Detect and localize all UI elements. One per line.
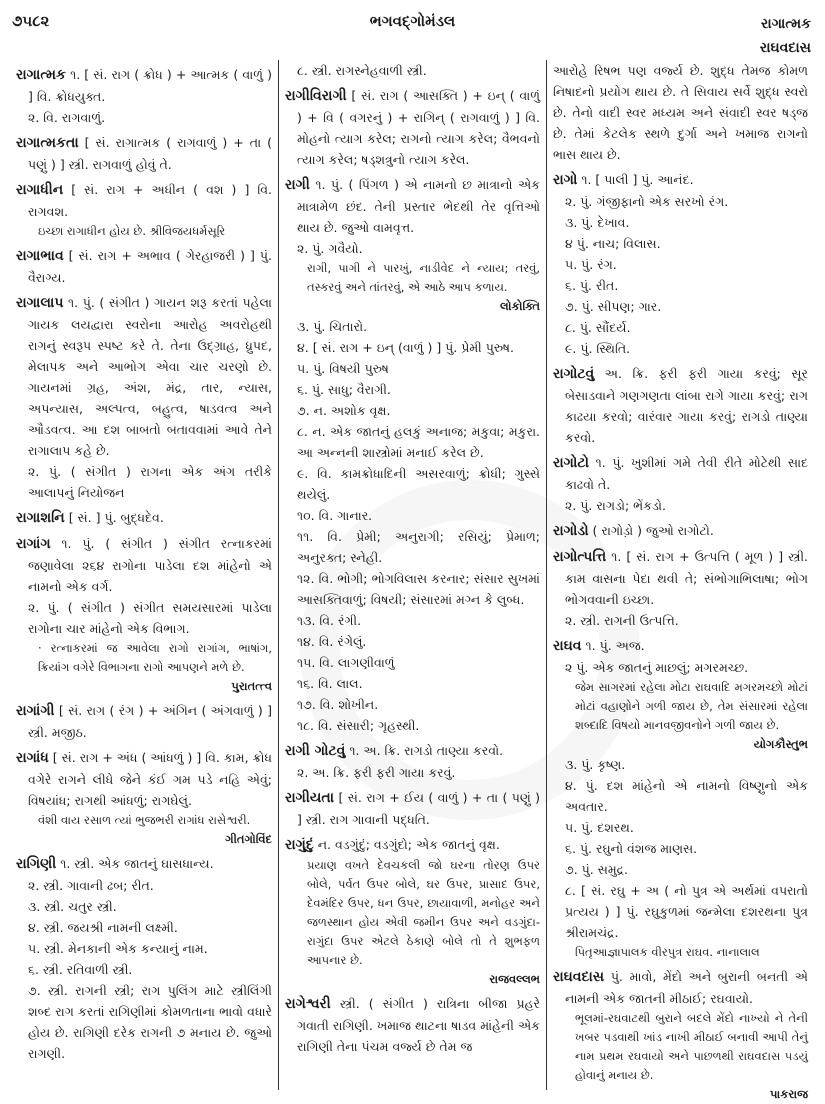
quote-source: ગીતગોવિંદ (225, 832, 272, 846)
sense-definition: ૬. પું. રીત. (565, 278, 619, 293)
dictionary-entry (553, 546, 808, 610)
column-1 (10, 60, 278, 1090)
guide-word-last: રાઘવદાસ (759, 40, 811, 56)
headword: રાઘવદાસ (553, 969, 605, 985)
sense-definition: ૧૧. વિ. પ્રેમી; અનુરાગી; રસિયું; પ્રેમાળ; અનુરક્ત; સ્નેહી. (297, 529, 540, 565)
sense-definition: ૨ પું. એક જાતનું માછલું; મગરમચ્છ. (565, 660, 749, 675)
page-number: ૭૫૮૨ (12, 12, 50, 30)
dictionary-entry (285, 993, 540, 1057)
definition-text: ૧. [ સં. રાગ + ઉત્પત્તિ ( મૂળ ) ] સ્ત્રી. કામ વાસના પેદા થવી તે; સંભોગાભિલાષા; ભોગ ભોગવવાની ઇચ્છા. (565, 549, 808, 607)
quote-source: યોગકૌસ્તુભ (753, 737, 808, 751)
dictionary-entry (16, 132, 272, 175)
headword: રાગોત્પત્તિ (553, 549, 607, 565)
sense-definition: ૧૬. વિ. લાલ. (297, 676, 363, 691)
dictionary-entry (553, 363, 808, 448)
dictionary-entry (553, 452, 808, 495)
sense-definition: ૧૮. વિ. સંસારી; ગૃહસ્થી. (297, 718, 420, 733)
sense-definition: ૬. સ્ત્રી. રતિવાળી સ્ત્રી. (28, 962, 133, 977)
headword: રાગાંગ (16, 536, 51, 552)
headword: રાગાધીન (16, 182, 64, 198)
sense-definition: ૬. પું. રઘુનો વંશજ માણસ. (565, 841, 698, 856)
dictionary-entry (285, 85, 540, 170)
sense-definition: ૮. ન. એક જાતનું હલકું અનાજ; મકુવા; મકુરા. આ અન્નની શાસ્ત્રોમાં મનાઈ કરેલ છે. (297, 424, 540, 460)
headword: રાગોડો (553, 523, 589, 539)
sense-definition: ૨. પું. રાગડો; ભેંકડો. (565, 498, 666, 513)
sense-definition: ૫. પું. રંગ. (565, 257, 617, 272)
sense-definition: ૫. પું. વિષયી પુરુષ (297, 361, 389, 376)
dictionary-entry (285, 834, 540, 856)
running-title: ભગવદ્ગોમંડલ (369, 12, 456, 30)
headword: રાગેશ્વરી (285, 996, 331, 1012)
headword: રાગીવિરાગી (285, 88, 347, 104)
usage-quote: વંશી વાય રસાળ ત્યાં ભુજભરી રાગાંધ રાસેશ્વરી. (38, 813, 251, 827)
headword: રાગાલાપ (16, 295, 64, 311)
sense-definition: ૫. સ્ત્રી. મેનકાની એક કન્યાનું નામ. (28, 941, 208, 956)
sense-definition: ૨. વિ. રાગવાળું. (28, 110, 106, 125)
dictionary-entry (16, 292, 272, 461)
sense-definition: ૧૪. વિ. રંગેલું. (297, 634, 367, 649)
dictionary-entry (16, 747, 272, 811)
definition-text: ૧. પું. ( પિંગળ ) એ નામનો છ માત્રાનો એક માત્રામેળ છંદ. તેની પ્રસ્તાર ભેદથી તેર વૃત્તિઓ થાય છે. જુઓ વામવૃત્ત. (297, 177, 540, 235)
guide-words (760, 12, 811, 60)
sense-definition: ૧૩. વિ. રંગી. (297, 613, 362, 628)
definition-text: ૧. સ્ત્રી. એક જાતનું ઘાસધાન્ય. (56, 856, 214, 871)
sense-definition: ૧૫. વિ. લાગણીવાળું (297, 655, 395, 670)
headword: રાઘવ (553, 638, 582, 654)
headword: રાગાંગી (16, 703, 55, 719)
definition-text: ( રાગોડ઼ો ) જુઓ રાગોટો. (588, 523, 714, 538)
dictionary-entry (285, 174, 540, 238)
headword: રાગુંદું (285, 837, 314, 853)
sense-definition: ૭. સ્ત્રી. રાગની સ્ત્રી; રાગ પુલિંગ માટે સ્ત્રીલિંગી શબ્દ રાગ કરતાં રાગિણીમાં કોમળતાના ભાવો વધારે હોય છે. રાગિણી દરેક રાગની ૭ મનાય છે. જુઓ રાગણી. (28, 983, 272, 1061)
dictionary-entry (16, 64, 272, 107)
quote-source: લોકોક્તિ (499, 299, 540, 313)
sense-definition: ૩. પું. દેખાવ. (565, 215, 630, 230)
definition-text: [ સં. ] પું. બુદ્ધદેવ. (64, 510, 164, 525)
dictionary-entry (16, 245, 272, 288)
quote-source: પાકરાજ (769, 1087, 808, 1101)
headword: રાગી ગોટવું (285, 743, 346, 759)
definition-text: [ સં. રાગ ( આસક્તિ ) + ઇન્ ( વાળું ) + વિ ( વગરનું ) + રાગિન્ ( રાગવાળું ) ] વિ. મોહનો ત્યાગ કરેલ; રાગનો ત્યાગ કરેલ; વૈભવનો ત્યાગ કરેલ; ષડ્‌શત્રુનો ત્યાગ કરેલ. (297, 88, 540, 167)
sense-definition: ૨. અ. ક્રિ. ફરી ફરી ગાયા કરવું. (297, 765, 456, 780)
definition-text: સ્ત્રી. ( સંગીત ) રાત્રિના બીજા પ્રહરે ગવાતી રાગિણી. ખમાજ થાટના ષાડવ માંહેની એક રાગિણી તેના પંચમ વર્જ્ય છે તેમ જ (297, 996, 540, 1054)
column-3 (546, 60, 814, 1101)
headword: રાગીયતા (285, 790, 335, 806)
sense-definition: ૫. પું. દશરથ. (565, 820, 634, 835)
sense-definition: ૨. સ્ત્રી. ગાવાની ઢબ; રીત. (28, 878, 154, 893)
definition-text: [ સં. રાગ + ઈય ( વાળું ) + તા ( પણું ) ] સ્ત્રી. રાગ ગાવાની પદ્ધતિ. (297, 790, 540, 827)
sense-definition: ૮. [ સં. રઘુ + અ ( નો પુત્ર એ અર્થમાં વપરાતો પ્રત્યય ) ] પું. રઘુકુળમાં જન્મેલા દશરથના પુત્ર શ્રીરામચંદ્ર. (565, 883, 808, 940)
guide-word-first: રાગાત્મક (761, 16, 811, 32)
quote-source: રાજવલ્લભ (489, 972, 540, 986)
sense-definition: ૩. પું. કૃષ્ણ. (565, 757, 626, 772)
definition-text: [ સં. રાગ ( રંગ ) + અંગિન ( અંગવાળું ) ] સ્ત્રી. મજીઠ. (28, 703, 272, 740)
dictionary-entry (553, 169, 808, 191)
headword: રાગાત્મક (16, 67, 66, 83)
sense-definition: ૨. સ્ત્રી. રાગની ઉત્પત્તિ. (565, 613, 679, 628)
sense-definition: ૪. સ્ત્રી. જયશ્રી નામની લક્ષ્મી. (28, 920, 178, 935)
headword: રાગાભાવ (16, 248, 64, 264)
sense-definition: ૭. પું. સીપણ; ગાર. (565, 299, 662, 314)
sense-definition: ૭. પું. સમુદ્ર. (565, 862, 629, 877)
usage-quote: રાગી, પાગી ને પારખું, નાડીવેદ ને ન્યાય; તરવું, તસ્કરવું અને તાંતરવું, એ આઠે આપ કળાય. (307, 261, 540, 294)
definition-text: ન. વડગુંદું; વડગુંદો; એક જાતનું વૃક્ષ. (313, 837, 500, 852)
definition-text: [ સં. રાગ + અધીન ( વશ ) ] વિ. રાગવશ. (28, 182, 272, 219)
dictionary-columns (10, 60, 815, 1101)
dictionary-entry (16, 533, 272, 597)
sense-definition: ૨. પું. ( સંગીત ) સંગીત સમયસારમાં પાડેલા રાગોના ચાર માંહેનો એક વિભાગ. (28, 600, 272, 636)
dictionary-entry (285, 787, 540, 830)
definition-text: પું. માવો, મેંદો અને બુરાની બનતી એ નામની એક જાતની મીઠાઈ; રઘવાયો. (565, 969, 808, 1006)
definition-text: ૧. અ. ક્રિ. રાગડો તાણ્યા કરવો. (345, 743, 504, 758)
dictionary-entry (553, 520, 808, 542)
sense-definition: ૮. સ્ત્રી. રાગસ્નેહવાળી સ્ત્રી. (297, 63, 427, 78)
sense-definition: ૩. પું. ચિતારો. (297, 319, 368, 334)
sense-definition: ૯. વિ. કામક્રોધાદિની અસરવાળું; ક્રોધી; ગુસ્સે થયેલું. (297, 466, 540, 502)
definition-text: [ સં. રાગ + અભાવ ( ગેરહાજરી ) ] પું. વૈરાગ્ય. (28, 248, 272, 285)
definition-text: ૧. પું. ( સંગીત ) ગાયન શરૂ કરતાં પહેલા ગાયક લયદ્વારા સ્વરોના આરોહ અવરોહથી રાગનું સ્વરૂપ સ્પષ્ટ કરે તે. તેના ઉદ્‌ગ્રાહ, ધ્રુપદ, મેલાપક અને આભોગ એવા ચાર ચરણો છે. ગાયનમાં ગ્રહ, અંશ, મંદ્ર, તાર, ન્યાસ, અપન્યાસ, અલ્પત્વ, બહુત્વ, ષાડવત્વ અને ઔડવત્વ. આ દશ બાબતો બતાવવામાં આવે તેને રાગાલાપ કહે છે. (28, 295, 272, 458)
usage-quote: જેમ સાગરમાં રહેલા મોટા રાઘવાદિ મગરમચ્છો મોટાં મોટાં વહાણોને ગળી જાય છે, તેમ સંસારમાં રહેલા શબ્દાદિ વિષયો માનવજીવનોને ગળી જાય છે. (575, 680, 808, 732)
sense-definition: ૭. ન. અશોક વૃક્ષ. (297, 403, 391, 418)
headword: રાગાંધ (16, 750, 49, 766)
definition-text: ૧. પું. ખુશીમાં ગમે તેવી રીતે મોટેથી સાદ કાઢવો તે. (565, 455, 808, 492)
sense-definition: ૬. પું. સાધુ; વૈરાગી. (297, 382, 391, 397)
headword: રાગોટવું (553, 366, 595, 382)
dictionary-entry (16, 700, 272, 743)
usage-quote: · રત્નાકરમાં જ આવેલા રાગો રાગાંગ, ભાષાંગ, ક્રિયાંગ વગેરે વિભાગના રાગો આપણને મળે છે. (38, 641, 272, 674)
headword: રાગી (285, 177, 310, 193)
sense-definition: ૪. [ સં. રાગ + ઇન્ (વાળું ) ] પું. પ્રેમી પુરુષ. (297, 340, 514, 355)
definition-text: ૧. [ પાલી ] પું. આનંદ. (577, 172, 694, 187)
sense-definition: ૧૭. વિ. શોખીન. (297, 697, 379, 712)
sense-definition: ૯. પું. સ્થિતિ. (565, 341, 631, 356)
usage-quote: ઇચ્છા રાગાધીન હોય છે. શ્રીવિજયધર્મસૂરિ (38, 224, 226, 238)
sense-definition: ૩. સ્ત્રી. ચતુર સ્ત્રી. (28, 899, 117, 914)
usage-quote: પિતૃઆજ્ઞાપાલક વીરપુત્ર રાઘવ. નાનાલાલ (575, 945, 760, 959)
definition-text: ૧. પું. અજ. (581, 638, 645, 653)
sense-definition: ૨. પું. ગંજીફાનો એક સરખો રંગ. (565, 194, 729, 209)
definition-text: [ સં. રાગાત્મક ( રાગવાળું ) + તા ( પણું ) ] સ્ત્રી. રાગવાળું હોવું તે. (28, 135, 272, 172)
dictionary-entry (16, 853, 272, 875)
sense-definition: ૪. પું. દશ માંહેનો એ નામનો વિષ્ણુનો એક અવતાર. (565, 778, 808, 814)
column-2 (278, 60, 546, 1090)
definition-text: ૧. પું. ( સંગીત ) સંગીત રત્નાકરમાં જણાવેલા ૨૬૪ રાગોના પાડેલા દશ માંહેનો એ નામનો એક વર્ગ. (28, 536, 272, 594)
headword: રાગાશનિ (16, 510, 65, 526)
usage-quote: ભૂલમાં-રઘવાટથી બુરાને બદલે મેંદો નાખ્યો ને તેની ખબર પડવાથી ખાંડ નાખી મીઠાઈ બનાવી આપી તેનું નામ પ્રથમ રઘવાયો અને પાછળથી રાઘવદાસ પડયું હોવાનું મનાય છે. (575, 1011, 808, 1082)
page-header (0, 8, 825, 58)
continued-definition: આરોહે રિષભ પણ વર્જ્ય છે. શુદ્ધ તેમજ કોમળ નિષાદનો પ્રયોગ થાય છે. તે સિવાય સર્વે શુદ્ધ સ્વરો છે. તેનો વાદી સ્વર મધ્યમ અને સંવાદી સ્વર ષડ્‌જ છે. તેમાં કેટલેક સ્થળે દુર્ગા અને ખમાજ રાગનો ભાસ થાય છે. (553, 63, 808, 162)
definition-text: [ સં. રાગ + અંધ ( આંધળું ) ] વિ. કામ, ક્રોધ વગેરે રાગને લીધે જેને કંઈ ગમ પડે નહિ એવું; વિષયાંધ; રાગથી આંધળું; રાગઘેલું. (28, 750, 272, 808)
headword: રાગો (553, 172, 578, 188)
dictionary-entry (553, 635, 808, 657)
sense-definition: ૮. પું. સૌંદર્ય. (565, 320, 631, 335)
dictionary-entry (553, 966, 808, 1009)
definition-text: ૧. [ સં. રાગ ( ક્રોધ ) + આત્મક ( વાળું ) ] વિ. ક્રોધયુક્ત. (28, 67, 272, 104)
dictionary-entry (16, 507, 272, 529)
sense-definition: ૧૨. વિ. ભોગી; ભોગવિલાસ કરનાર; સંસાર સુખમાં આસક્તિવાળું; વિષયી; સંસારમાં મગ્ન કે લુબ્ધ. (297, 571, 540, 607)
headword: રાગિણી (16, 856, 57, 872)
sense-definition: ૨. પું. ગવૈયો. (297, 241, 363, 256)
definition-text: અ. ક્રિ. ફરી ફરી ગાયા કરવું; સૂર બેસાડવાને ગણગણતા લાંબા રાગે ગાયા કરવું; રાગ કાઢયા કરવો; વારંવાર ગાયા કરવું; રાગડો તાણ્યા કરવો. (565, 366, 808, 445)
dictionary-entry (285, 740, 540, 762)
dictionary-entry (16, 179, 272, 222)
headword: રાગોટો (553, 455, 590, 471)
sense-definition: ૪ પું. નાચ; વિલાસ. (565, 236, 661, 251)
sense-definition: ૧૦. વિ. ગાનાર. (297, 508, 373, 523)
usage-quote: પ્રયાણ વખતે દેવચકલી જો ઘરના તોરણ ઉપર બોલે, પર્વત ઉપર બોલે, ઘર ઉપર, પ્રાસાદ ઉપર, દેવમંદિર ઉપર, ધન ઉપર, છાયાવાળી, મનોહર અને જળસ્થાન હોય એવી જમીન ઉપર અને વડગુંદા-રાગુંદા ઉપર એટલે ઠેકાણે બોલે તો તે શુભફળ આપનાર છે. (307, 858, 540, 967)
sense-definition: ૨. પું. ( સંગીત ) રાગના એક અંગ તરીકે આલાપનું નિયોજન (28, 464, 272, 500)
quote-source: પુરાતત્ત્વ (231, 679, 272, 693)
headword: રાગાત્મકતા (16, 135, 79, 151)
